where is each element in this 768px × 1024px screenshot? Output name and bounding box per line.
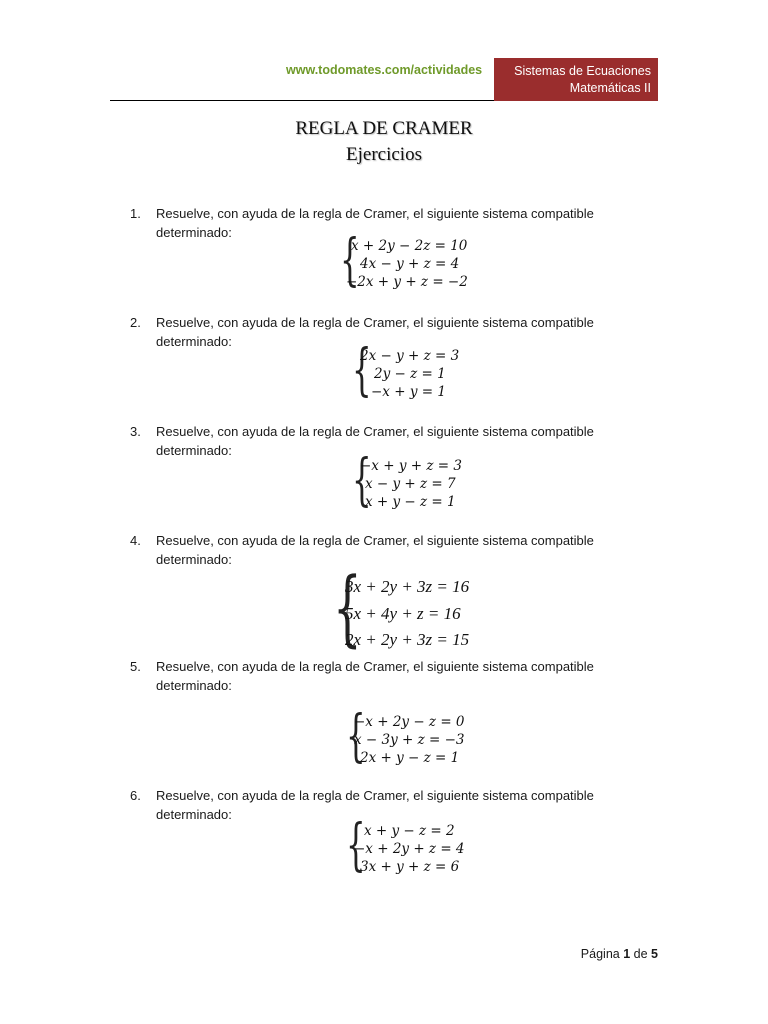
- exercise-text-line2: determinado:: [156, 334, 232, 349]
- equation: 5x + 4y + z = 16: [345, 604, 461, 623]
- exercise-text-line2: determinado:: [156, 807, 232, 822]
- exercise-number: 6.: [130, 788, 141, 803]
- exercise-text: [156, 204, 646, 242]
- exercise-number: 3.: [130, 424, 141, 439]
- page-title: REGLA DE CRAMER: [295, 118, 473, 139]
- left-brace: {: [346, 704, 366, 769]
- exercise-number: 2.: [130, 315, 141, 330]
- header-subject: Sistemas de Ecuaciones: [514, 64, 651, 78]
- exercise-text: [156, 422, 646, 460]
- left-brace: {: [346, 813, 366, 878]
- exercise-text-line2: determinado:: [156, 552, 232, 567]
- exercise-text-line1: Resuelve, con ayuda de la regla de Cramer, el siguiente sistema compatible: [156, 206, 594, 221]
- equation: 2x − y + z = 3: [360, 348, 460, 364]
- of-label: de: [633, 947, 648, 961]
- left-brace: {: [333, 561, 362, 656]
- equation: x + 2y − 2z = 10: [351, 238, 468, 254]
- equation: 2y − z = 1: [374, 366, 446, 382]
- equation: 2x + y − z = 1: [360, 750, 460, 766]
- current-page: 1: [623, 947, 631, 961]
- exercise-text: [156, 313, 646, 351]
- equation: 3x + 2y + 3z = 16: [345, 577, 470, 596]
- exercise-text: [156, 786, 646, 824]
- exercise-text-line2: determinado:: [156, 678, 232, 693]
- left-brace: {: [340, 228, 360, 293]
- left-brace: {: [352, 448, 372, 513]
- equation: x − 3y + z = −3: [354, 732, 465, 748]
- header-course: Matemáticas II: [569, 81, 651, 95]
- equation: 4x − y + z = 4: [360, 256, 460, 272]
- equation: x + y − z = 1: [365, 494, 456, 510]
- exercise-number: 5.: [130, 659, 141, 674]
- page-label: Página: [580, 947, 620, 961]
- header-subject-box: [494, 58, 658, 101]
- exercise-number: 4.: [130, 533, 141, 548]
- total-pages: 5: [651, 947, 658, 961]
- exercise-text: [156, 657, 646, 695]
- exercise-number: 1.: [130, 206, 141, 221]
- equation: −2x + y + z = −2: [346, 274, 468, 290]
- header-divider: [110, 100, 494, 101]
- exercise-text-line1: Resuelve, con ayuda de la regla de Cramer, el siguiente sistema compatible: [156, 424, 594, 439]
- exercise-text-line1: Resuelve, con ayuda de la regla de Cramer, el siguiente sistema compatible: [156, 315, 594, 330]
- exercise-text-line1: Resuelve, con ayuda de la regla de Cramer, el siguiente sistema compatible: [156, 659, 594, 674]
- header-url[interactable]: www.todomates.com/actividades: [286, 63, 483, 77]
- page-subtitle: Ejercicios: [346, 144, 422, 165]
- equation: −x + y + z = 3: [360, 458, 462, 474]
- equation: −x + 2y + z = 4: [354, 841, 465, 857]
- exercise-text-line2: determinado:: [156, 443, 232, 458]
- equation: x + y − z = 2: [364, 823, 455, 839]
- exercise-text-line1: Resuelve, con ayuda de la regla de Cramer, el siguiente sistema compatible: [156, 533, 594, 548]
- exercise-text-line1: Resuelve, con ayuda de la regla de Cramer, el siguiente sistema compatible: [156, 788, 594, 803]
- equation: 3x + y + z = 6: [360, 859, 460, 875]
- equation: −x + 2y − z = 0: [354, 714, 465, 730]
- exercise-text-line2: determinado:: [156, 225, 232, 240]
- left-brace: {: [352, 338, 372, 403]
- page-footer: [581, 947, 658, 961]
- exercise-text: [156, 531, 646, 569]
- equation: 2x + 2y + 3z = 15: [345, 630, 470, 649]
- equation: x − y + z = 7: [365, 476, 456, 492]
- equation: −x + y = 1: [371, 384, 446, 400]
